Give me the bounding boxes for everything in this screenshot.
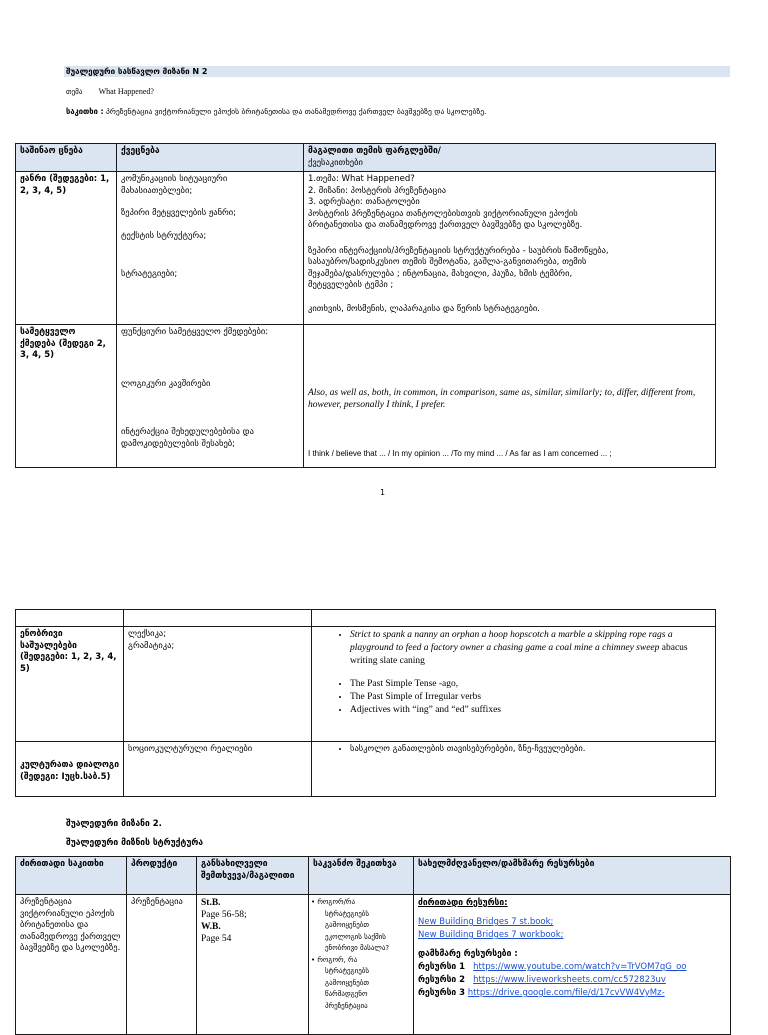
subconcept-cell xyxy=(124,627,312,742)
goal-line xyxy=(66,107,486,117)
case-text: Page 56-58; xyxy=(201,910,247,920)
example-text: მეტყველების ტემპი ; xyxy=(308,280,394,290)
language-table xyxy=(15,609,716,797)
question-text: გამოიყენებთ xyxy=(325,921,370,929)
subconcept-text: მახასიათებლები; xyxy=(121,185,193,196)
example-text: პოსტერის პრეზენტაცია თანტოლებისთვის ვიქტორიანული ეპოქის xyxy=(308,208,578,219)
goal-value: პრეზენტაცია ვიქტორიანული ეპოქის ბრიტანეთისა და თანამედროვე ქართველ ბავშვებზე და სკოლებზე. xyxy=(106,107,487,116)
subconcept-text: ლოგიკური კავშირები xyxy=(121,378,211,389)
header-cell: საკვანძო შეკითხვა xyxy=(309,857,414,895)
sub-heading-structure: შუალედური მიზნის სტრუქტურა xyxy=(66,838,204,848)
page-number: 1 xyxy=(380,488,386,497)
page-heading: შუალედური სასწავლო მიზანი N 2 xyxy=(66,67,208,76)
example-text: სასაუბრო/სადისკუსიო თემის შემოტანა, გაშლა-განვითარება, თემის xyxy=(308,257,587,267)
sub-heading-goal: შუალედური მიზანი 2. xyxy=(66,819,162,829)
example-text: შეჯამება/დასრულება ; ინტონაცია, მახვილი, პაუზა, ხმის ტემბრი, xyxy=(308,268,573,279)
header-cell: ქვეცნება xyxy=(117,144,304,172)
example-text: 1.თემა: What Happened? xyxy=(308,174,415,184)
resources-cell xyxy=(414,895,731,1035)
concepts-table xyxy=(15,143,716,468)
subconcept-text: კომუნიკაციის სიტუაციური xyxy=(121,174,228,184)
subconcept-text: დამოკიდებულების შესახებ; xyxy=(121,438,236,449)
concept-cell: ენობრივი საშუალებები (შედეგები: 1, 2, 3, 4, 5) xyxy=(16,627,124,742)
header-cell: საშინაო ცნება xyxy=(16,144,117,172)
vocab-item: • Strict to spank a nanny an orphan a hoop hopscotch a marble a skipping rope rags a playground to feed a factory owner a chasing game a coal mine a chimney sweep abacus writing slate caning xyxy=(350,629,711,668)
extra-resources-label: დამხმარე რესურსები : xyxy=(418,949,518,959)
question-text: სტრატეგიებს xyxy=(325,967,370,975)
topic-line xyxy=(66,87,154,97)
key-question-cell xyxy=(309,895,414,1035)
question-text: პრეზენტაცია xyxy=(325,1001,368,1010)
workbook-link[interactable]: New Building Bridges 7 workbook; xyxy=(418,930,564,940)
topic-value: What Happened? xyxy=(98,87,154,96)
subconcept-text: ინტერაქცია შეხედულებებისა და xyxy=(121,427,254,437)
example-cell xyxy=(312,742,716,797)
example-text: 2. მიზანი: პოსტერის პრეზენტაცია xyxy=(308,185,447,196)
case-text: Page 54 xyxy=(201,934,232,944)
question-text: • როგორ/რა xyxy=(311,898,356,906)
header-line: მაგალითი თემის ფარგლებში/ xyxy=(308,146,441,156)
table-header-row xyxy=(16,144,716,172)
case-text: St.B. xyxy=(201,898,221,908)
example-text: 3. ადრესატი: თანატოლები xyxy=(308,197,420,207)
question-text: სტრატეგიებს xyxy=(325,909,370,918)
concept-cell: კულტურათა დიალოგი (შედეგი: Iუცხ.საბ.5) xyxy=(16,742,124,797)
subconcept-text: ტექსტის სტრუქტურა; xyxy=(121,230,207,241)
connectors-text: Also, as well as, both, in common, in comparison, same as, similar, similarly; to, differ, different from, however, personally I think, I prefer. xyxy=(308,388,696,410)
subconcept-text: ზეპირი მეტყველების ჟანრი; xyxy=(121,208,237,218)
question-text: წარმადგენო xyxy=(325,990,368,998)
table-row xyxy=(16,325,716,468)
table-row xyxy=(16,627,716,742)
main-issue-cell: პრეზენტაცია ვიქტორიანული ეპოქის ბრიტანეთისა და თანამედროვე ქართველ ბავშვებზე და სკოლებზე. xyxy=(16,895,127,1035)
resource-link[interactable]: https://www.youtube.com/watch?v=TrVOM7qG_oo xyxy=(473,962,687,972)
example-text: კითხვის, მოსმენის, ლაპარაკისა და წერის სტრატეგიები. xyxy=(308,303,540,314)
culture-item: • სასკოლო განათლების თავისებურებები, ზნე-ჩვეულებები. xyxy=(350,744,711,756)
question-text: • როგორ, რა xyxy=(311,955,358,964)
header-cell: სახელმძღვანელო/დამხმარე რესურსები xyxy=(414,857,731,895)
grammar-item: • The Past Simple Tense -ago, xyxy=(350,678,711,691)
example-cell xyxy=(304,325,716,468)
header-cell xyxy=(304,144,716,172)
empty-cell xyxy=(312,610,716,627)
subconcept-cell xyxy=(117,172,304,325)
table-header-row xyxy=(16,857,731,895)
example-text: ზეპირი ინტერაქციის/პრეზენტაციის სტრუქტურირება - საუბრის წამოწყება, xyxy=(308,245,609,256)
case-cell xyxy=(197,895,309,1035)
header-cell: პროდუქტი xyxy=(127,857,197,895)
resource-row: რესურსი 3 https://drive.google.com/file/d/17cvVW4VyMz- xyxy=(418,988,665,998)
grammar-item: • The Past Simple of Irregular verbs xyxy=(350,691,711,704)
question-text: ეკოლოგის საქმის xyxy=(325,932,386,941)
subconcept-cell xyxy=(117,325,304,468)
product-cell: პრეზენტაცია xyxy=(127,895,197,1035)
book-link[interactable]: New Building Bridges 7 st.book; xyxy=(418,917,554,927)
resource-row: რესურსი 1 https://www.youtube.com/watch?v=TrVOM7qG_oo xyxy=(418,962,687,972)
subconcept-text: სტრატეგიები; xyxy=(121,269,178,279)
resource-link[interactable]: https://drive.google.com/file/d/17cvVW4VyMz- xyxy=(467,988,665,998)
resource-row: რესურსი 2 https://www.liveworksheets.com/cc572823uv xyxy=(418,975,666,985)
header-cell: განსახილველი შემთხვევა/მაგალითი xyxy=(197,857,309,895)
grammar-item: • Adjectives with “ing” and “ed” suffixes xyxy=(350,704,711,717)
empty-header-row xyxy=(16,610,716,627)
resource-link[interactable]: https://www.liveworksheets.com/cc572823uv xyxy=(473,975,666,985)
subconcept-text: გრამატიკა; xyxy=(128,640,175,651)
concept-cell: ჟანრი (შედეგები: 1, 2, 3, 4, 5) xyxy=(16,172,117,325)
structure-table xyxy=(15,856,731,1035)
example-text: ბრიტანეთისა და თანამედროვე ქართველ ბავშვებზე და სკოლებზე. xyxy=(308,220,583,230)
subconcept-text: ლექსიკა; xyxy=(128,629,167,639)
table-row xyxy=(16,895,731,1035)
question-text: გამოიყენებთ xyxy=(325,978,370,987)
goal-label: საკითხი : xyxy=(66,107,104,116)
subconcept-cell: სოციოკულტურული რეალიები xyxy=(124,742,312,797)
empty-cell xyxy=(16,610,124,627)
main-resource-label: ძირითადი რესურსი: xyxy=(418,898,508,908)
header-line: ქვესაკითხები xyxy=(308,157,363,168)
concept-cell: სამეტყველო ქმედება (შედეგი 2, 3, 4, 5) xyxy=(16,325,117,468)
case-text: W.B. xyxy=(201,922,221,932)
table-row xyxy=(16,742,716,797)
question-text: ენობრივი მასალა? xyxy=(325,944,390,952)
header-cell: ძირითადი საკითხი xyxy=(16,857,127,895)
subconcept-text: ფუნქციური სამეტყველო ქმედებები: xyxy=(121,327,269,337)
empty-cell xyxy=(124,610,312,627)
topic-label: თემა xyxy=(66,88,83,96)
table-row xyxy=(16,172,716,325)
example-cell xyxy=(312,627,716,742)
example-cell xyxy=(304,172,716,325)
opinion-phrases: I think / believe that ... / In my opinion ... /To my mind ... / As far as I am concerned ... ; xyxy=(308,449,612,458)
